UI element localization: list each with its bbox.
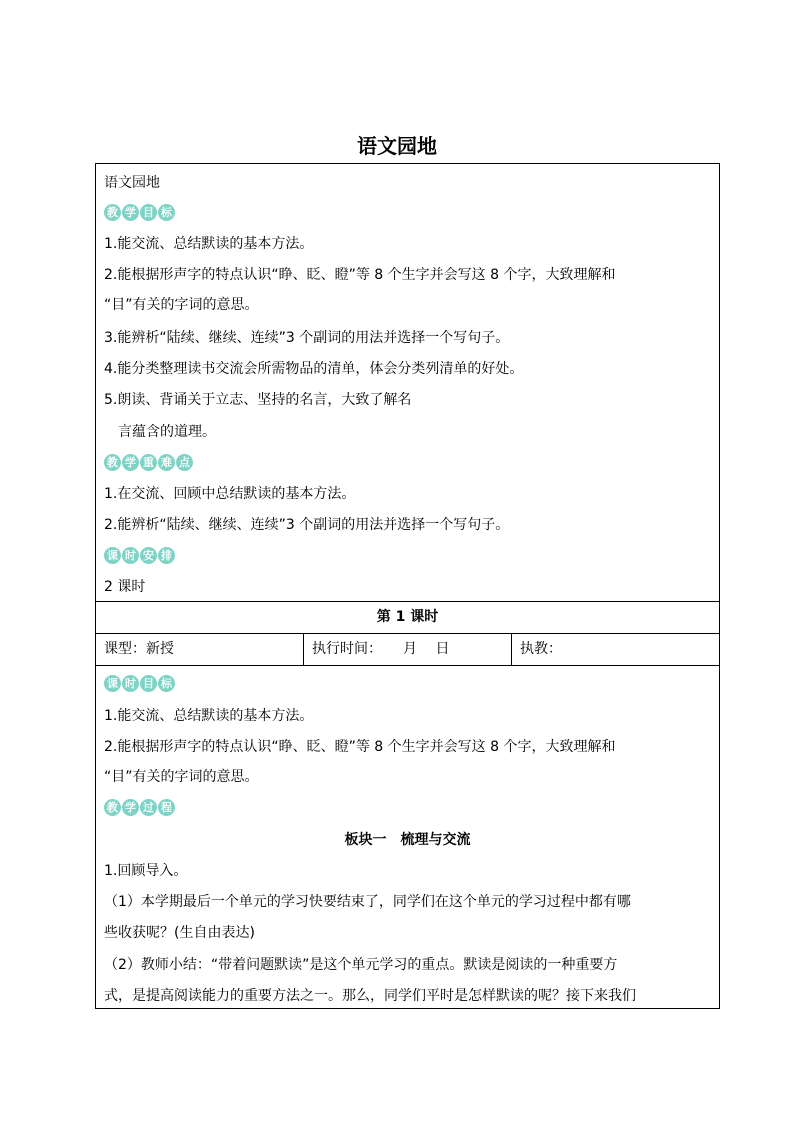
process-item: （1）本学期最后一个单元的学习快要结束了，同学们在这个单元的学习过程中都有哪 xyxy=(104,894,631,910)
goal-item: 4.能分类整理读书交流会所需物品的清单，体会分类列清单的好处。 xyxy=(104,361,524,377)
lesson-goals-badge: 课 时 目 标 xyxy=(104,675,711,692)
lesson-info-row xyxy=(96,634,719,666)
teaching-process-badge: 教 学 过 程 xyxy=(104,799,711,816)
teaching-goals-badge: 教 学 目 标 xyxy=(104,204,711,221)
schedule-value: 2 课时 xyxy=(104,579,146,595)
lesson-goal-item: 1.能交流、总结默读的基本方法。 xyxy=(104,708,314,724)
goal-item: 5.朗读、背诵关于立志、坚持的名言，大致了解名 xyxy=(104,392,412,408)
lesson-type: 课型：新授 xyxy=(96,634,304,665)
block-title: 板块一 梳理与交流 xyxy=(344,832,471,848)
goal-item: 1.能交流、总结默读的基本方法。 xyxy=(104,236,314,252)
execution-time: 执行时间： 月 日 xyxy=(304,634,512,665)
process-item: 些收获呢？(生自由表达) xyxy=(104,925,255,941)
goal-item: “目”有关的字词的意思。 xyxy=(104,297,259,313)
keypoint-item: 2.能辨析“陆续、继续、连续”3 个副词的用法并选择一个写句子。 xyxy=(104,517,510,533)
keypoint-item: 1.在交流、回顾中总结默读的基本方法。 xyxy=(104,486,356,502)
schedule-badge: 课 时 安 排 xyxy=(104,547,711,564)
section-heading: 语文园地 xyxy=(104,175,160,191)
process-item: 式，是提高阅读能力的重要方法之一。那么，同学们平时是怎样默读的呢？接下来我们 xyxy=(104,988,636,1004)
key-difficult-points-badge: 教 学 重 难 点 xyxy=(104,454,711,471)
unit-overview-section xyxy=(96,164,719,602)
lesson-title: 第 1 课时 xyxy=(96,602,719,634)
lesson-goal-item: 2.能根据形声字的特点认识“睁、眨、瞪”等 8 个生字并会写这 8 个字，大致理解和 xyxy=(104,739,616,755)
page-title: 语文园地 xyxy=(357,134,437,158)
goal-item: 2.能根据形声字的特点认识“睁、眨、瞪”等 8 个生字并会写这 8 个字，大致理解和 xyxy=(104,267,616,283)
lesson-detail-section xyxy=(96,666,719,1006)
goal-item: 3.能辨析“陆续、继续、连续”3 个副词的用法并选择一个写句子。 xyxy=(104,330,510,346)
process-item: （2）教师小结：“带着问题默读”是这个单元学习的重点。默读是阅读的一种重要方 xyxy=(104,957,618,973)
goal-item: 言蕴含的道理。 xyxy=(118,424,216,440)
teacher: 执教： xyxy=(520,641,562,657)
lesson-goal-item: “目”有关的字词的意思。 xyxy=(104,769,259,785)
process-item: 1.回顾导入。 xyxy=(104,863,188,879)
lesson-plan-table xyxy=(95,163,720,1009)
